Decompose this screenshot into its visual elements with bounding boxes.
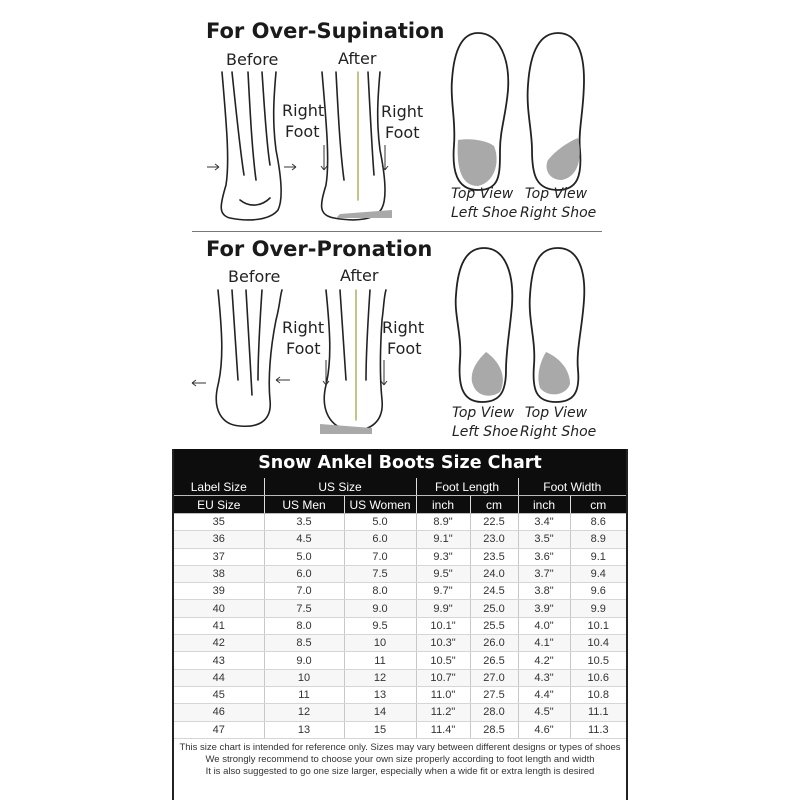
table-cell: 39: [174, 583, 264, 600]
table-cell: 6.0: [344, 531, 416, 548]
table-cell: 3.9": [518, 600, 570, 617]
sub-header-row: [174, 496, 626, 514]
table-row: [174, 669, 626, 686]
table-cell: 4.2": [518, 652, 570, 669]
table-cell: 5.0: [264, 548, 344, 565]
table-cell: 11: [344, 652, 416, 669]
table-cell: 10.8: [570, 686, 626, 703]
table-cell: 11.4": [416, 721, 470, 738]
arrow-icon: [276, 377, 290, 383]
table-cell: 9.5": [416, 565, 470, 582]
table-cell: 9.6: [570, 583, 626, 600]
table-cell: 36: [174, 531, 264, 548]
table-cell: 8.6: [570, 514, 626, 531]
table-cell: 46: [174, 704, 264, 721]
table-cell: 35: [174, 514, 264, 531]
table-cell: 38: [174, 565, 264, 582]
table-cell: 4.4": [518, 686, 570, 703]
pronation-before-feet-illustration: [216, 290, 282, 426]
size-chart: [172, 449, 628, 800]
supination-title: For Over-Supination: [206, 19, 445, 43]
table-cell: 7.5: [344, 565, 416, 582]
pronation-foot-label: Foot: [286, 339, 321, 358]
table-cell: 5.0: [344, 514, 416, 531]
table-cell: 14: [344, 704, 416, 721]
table-cell: 10.1": [416, 617, 470, 634]
arrow-icon: [192, 380, 206, 386]
table-row: [174, 704, 626, 721]
table-cell: 9.5: [344, 617, 416, 634]
size-table: [174, 478, 626, 739]
sub-header-length-cm: cm: [470, 496, 518, 514]
table-cell: 27.5: [470, 686, 518, 703]
header-foot-length: Foot Length: [416, 478, 518, 496]
table-cell: 7.0: [264, 583, 344, 600]
table-cell: 27.0: [470, 669, 518, 686]
table-cell: 11.2": [416, 704, 470, 721]
supination-foot-label: Foot: [285, 122, 320, 141]
table-cell: 47: [174, 721, 264, 738]
table-row: [174, 565, 626, 582]
table-cell: 41: [174, 617, 264, 634]
pronation-before-label: Before: [228, 267, 281, 286]
table-cell: 42: [174, 635, 264, 652]
supination-after-label: After: [338, 49, 377, 68]
section-divider: [192, 231, 602, 232]
table-row: [174, 548, 626, 565]
arrow-icon: [381, 360, 387, 385]
table-row: [174, 600, 626, 617]
table-cell: 8.5: [264, 635, 344, 652]
table-cell: 6.0: [264, 565, 344, 582]
size-table-body: [174, 514, 626, 739]
size-chart-notes: [174, 742, 626, 778]
table-cell: 7.5: [264, 600, 344, 617]
table-cell: 15: [344, 721, 416, 738]
supination-before-feet-illustration: [221, 72, 281, 220]
table-cell: 3.6": [518, 548, 570, 565]
table-cell: 3.7": [518, 565, 570, 582]
table-cell: 10.6: [570, 669, 626, 686]
supination-left-shoe-caption: Top View Left Shoe: [451, 186, 518, 221]
header-label-size: Label Size: [174, 478, 264, 496]
table-row: [174, 514, 626, 531]
table-cell: 9.7": [416, 583, 470, 600]
supination-foot-label-2: Foot: [385, 123, 420, 142]
table-cell: 8.0: [264, 617, 344, 634]
table-row: [174, 721, 626, 738]
pronation-heel-wedge: [320, 424, 372, 434]
table-cell: 4.5": [518, 704, 570, 721]
table-cell: 4.6": [518, 721, 570, 738]
table-cell: 25.5: [470, 617, 518, 634]
table-cell: 40: [174, 600, 264, 617]
table-cell: 13: [344, 686, 416, 703]
table-cell: 11.0": [416, 686, 470, 703]
table-cell: 4.3": [518, 669, 570, 686]
table-cell: 25.0: [470, 600, 518, 617]
header-foot-width: Foot Width: [518, 478, 626, 496]
sub-header-us-women: US Women: [344, 496, 416, 514]
note-line: We strongly recommend to choose your own size properly according to foot length and width: [205, 754, 595, 765]
table-row: [174, 635, 626, 652]
table-cell: 10: [344, 635, 416, 652]
table-cell: 9.9: [570, 600, 626, 617]
table-cell: 13: [264, 721, 344, 738]
table-row: [174, 531, 626, 548]
table-cell: 4.5: [264, 531, 344, 548]
table-cell: 43: [174, 652, 264, 669]
table-cell: 12: [344, 669, 416, 686]
arrow-icon: [207, 164, 219, 170]
table-cell: 8.9": [416, 514, 470, 531]
table-cell: 4.1": [518, 635, 570, 652]
table-cell: 10.1: [570, 617, 626, 634]
table-cell: 9.0: [344, 600, 416, 617]
pronation-after-label: After: [340, 266, 379, 285]
supination-right-label-2: Right: [381, 102, 424, 121]
pronation-title: For Over-Pronation: [206, 237, 433, 261]
table-cell: 9.9": [416, 600, 470, 617]
table-cell: 12: [264, 704, 344, 721]
table-cell: 8.0: [344, 583, 416, 600]
size-chart-title: Snow Ankel Boots Size Chart: [174, 449, 626, 478]
supination-after-feet-illustration: [322, 72, 385, 220]
table-cell: 8.9: [570, 531, 626, 548]
table-row: [174, 652, 626, 669]
table-cell: 9.3": [416, 548, 470, 565]
sub-header-eu: EU Size: [174, 496, 264, 514]
supination-before-label: Before: [226, 50, 279, 69]
supination-heel-wedge: [336, 210, 392, 218]
table-cell: 26.5: [470, 652, 518, 669]
table-cell: 9.1: [570, 548, 626, 565]
table-cell: 9.4: [570, 565, 626, 582]
table-cell: 23.5: [470, 548, 518, 565]
note-line: It is also suggested to go one size larger, especially when a wide fit or extra length is desired: [205, 766, 595, 777]
table-cell: 4.0": [518, 617, 570, 634]
sub-header-us-men: US Men: [264, 496, 344, 514]
table-cell: 3.8": [518, 583, 570, 600]
table-row: [174, 583, 626, 600]
supination-right-label: Right: [282, 101, 325, 120]
table-cell: 3.5": [518, 531, 570, 548]
table-cell: 24.5: [470, 583, 518, 600]
pronation-right-label: Right: [282, 318, 325, 337]
table-cell: 23.0: [470, 531, 518, 548]
table-cell: 3.5: [264, 514, 344, 531]
table-cell: 10.4: [570, 635, 626, 652]
pronation-after-feet-illustration: [324, 290, 386, 430]
sub-header-length-inch: inch: [416, 496, 470, 514]
table-row: [174, 686, 626, 703]
pronation-right-label-2: Right: [382, 318, 425, 337]
table-cell: 9.1": [416, 531, 470, 548]
arrow-icon: [321, 145, 327, 170]
table-cell: 10.3": [416, 635, 470, 652]
table-cell: 24.0: [470, 565, 518, 582]
table-cell: 22.5: [470, 514, 518, 531]
table-cell: 11.3: [570, 721, 626, 738]
table-cell: 10.7": [416, 669, 470, 686]
table-cell: 7.0: [344, 548, 416, 565]
header-group-row: [174, 478, 626, 496]
table-cell: 44: [174, 669, 264, 686]
table-row: [174, 617, 626, 634]
table-cell: 45: [174, 686, 264, 703]
header-us-size: US Size: [264, 478, 416, 496]
table-cell: 10: [264, 669, 344, 686]
table-cell: 28.5: [470, 721, 518, 738]
table-cell: 3.4": [518, 514, 570, 531]
table-cell: 10.5": [416, 652, 470, 669]
table-cell: 28.0: [470, 704, 518, 721]
table-cell: 9.0: [264, 652, 344, 669]
table-cell: 11: [264, 686, 344, 703]
arrow-icon: [284, 164, 296, 170]
table-cell: 26.0: [470, 635, 518, 652]
table-cell: 37: [174, 548, 264, 565]
pronation-right-shoe-caption: Top View Right Shoe: [520, 405, 597, 440]
table-cell: 11.1: [570, 704, 626, 721]
supination-right-shoe-caption: Top View Right Shoe: [520, 186, 597, 221]
pronation-foot-label-2: Foot: [387, 339, 422, 358]
pronation-left-shoe-caption: Top View Left Shoe: [452, 405, 519, 440]
sub-header-width-inch: inch: [518, 496, 570, 514]
note-line: This size chart is intended for reference only. Sizes may vary between different designs or types of shoes: [179, 742, 621, 753]
sub-header-width-cm: cm: [570, 496, 626, 514]
table-cell: 10.5: [570, 652, 626, 669]
